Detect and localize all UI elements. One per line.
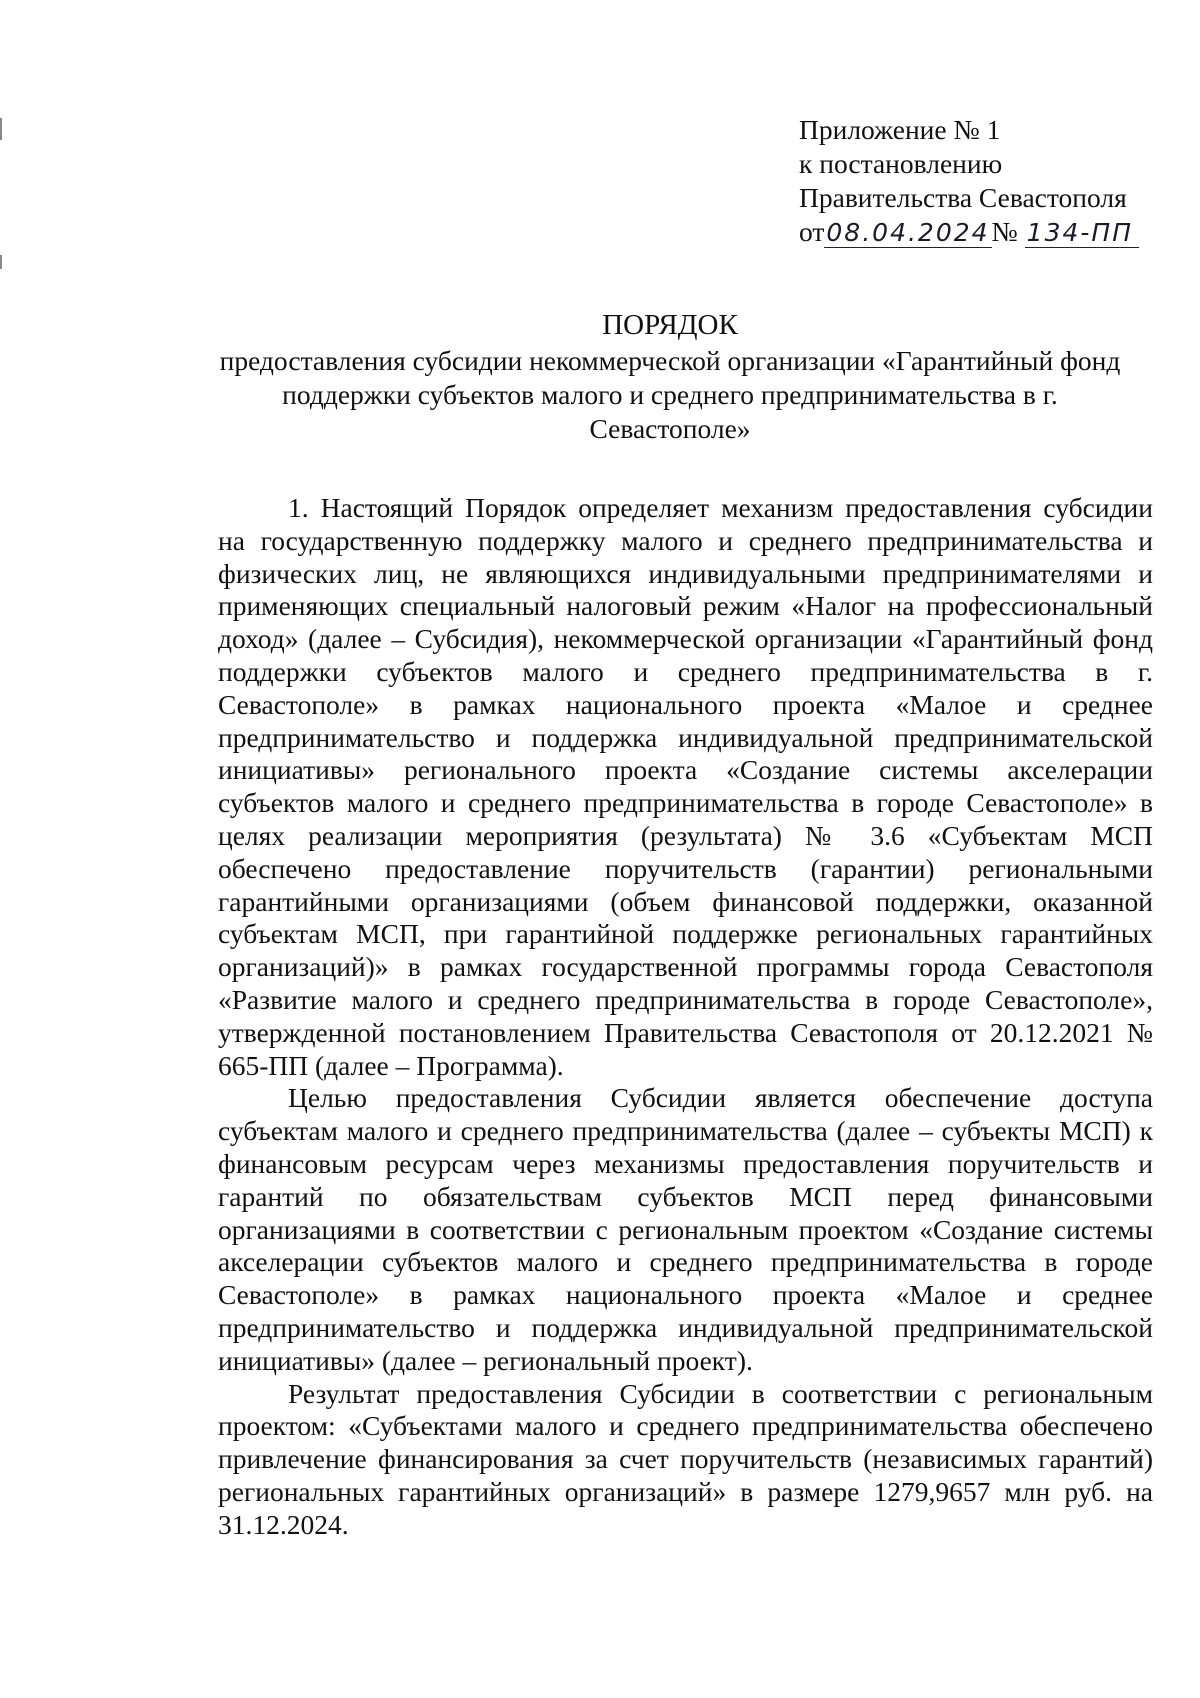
annex-date-number — [799, 215, 1139, 249]
document-body — [218, 492, 1153, 1542]
paragraph-1: 1. Настоящий Порядок определяет механизм предоставления субсидии на государственную поддержку малого и среднего предпринимательства и физических лиц, не являющихся индивидуальными предпринимателями и применяющих специальный налоговый режим «Налог на профессиональный доход» (далее – Субсидия), некоммерческой организации «Гарантийный фонд поддержки субъектов малого и среднего предпринимательства в г. Севастополе» в рамках национального проекта «Малое и среднее предпринимательство и поддержка индивидуальной предпринимательской инициативы» регионального проекта «Создание системы акселерации субъектов малого и среднего предпринимательства в городе Севастополе» в целях реализации мероприятия (результата) № 3.6 «Субъектам МСП обеспечено предоставление поручительств (гарантии) региональными гарантийными организациями (объем финансовой поддержки, оказанной субъектам МСП, при гарантийной поддержке региональных гарантийных организаций)» в рамках государственной программы города Севастополя «Развитие малого и среднего предпринимательства в городе Севастополе», утвержденной постановлением Правительства Севастополя от 20.12.2021 № 665-ПП (далее – Программа). — [218, 492, 1153, 1081]
handwritten-number: 134-ПП — [1025, 219, 1139, 248]
title-subtitle: предоставления субсидии некоммерческой организации «Гарантийный фонд поддержки субъектов малого и среднего предпринимательства в г. Севастополе» — [219, 345, 1121, 444]
scan-margin-mark — [0, 255, 2, 269]
date-prefix: от — [799, 216, 825, 247]
annex-reference: к постановлению — [799, 148, 1003, 179]
annex-authority: Правительства Севастополя — [799, 182, 1127, 213]
paragraph-3: Результат предоставления Субсидии в соответствии с региональным проектом: «Субъектами малого и среднего предпринимательства обеспечено привлечение финансирования за счет поручительств (независимых гарантий) региональных гарантийных организаций» в размере 1279,9657 млн руб. на 31.12.2024. — [218, 1377, 1153, 1540]
scan-margin-mark — [0, 118, 2, 140]
annex-title: Приложение № 1 — [799, 114, 1001, 145]
paragraph-2: Целью предоставления Субсидии является обеспечение доступа субъектам малого и среднего предпринимательства (далее – субъекты МСП) к финансовым ресурсам через механизмы предоставления поручительств и гарантий по обязательствам субъектов МСП перед финансовыми организациями в соответствии с региональным проектом «Создание системы акселерации субъектов малого и среднего предпринимательства в городе Севастополе» в рамках национального проекта «Малое и среднее предпринимательство и поддержка индивидуальной предпринимательской инициативы» (далее – региональный проект). — [218, 1082, 1153, 1376]
document-title — [210, 308, 1130, 446]
annex-header — [799, 113, 1139, 249]
title-main: ПОРЯДОК — [602, 309, 738, 341]
number-prefix: № — [991, 216, 1018, 247]
handwritten-date: 08.04.2024 — [826, 218, 990, 247]
